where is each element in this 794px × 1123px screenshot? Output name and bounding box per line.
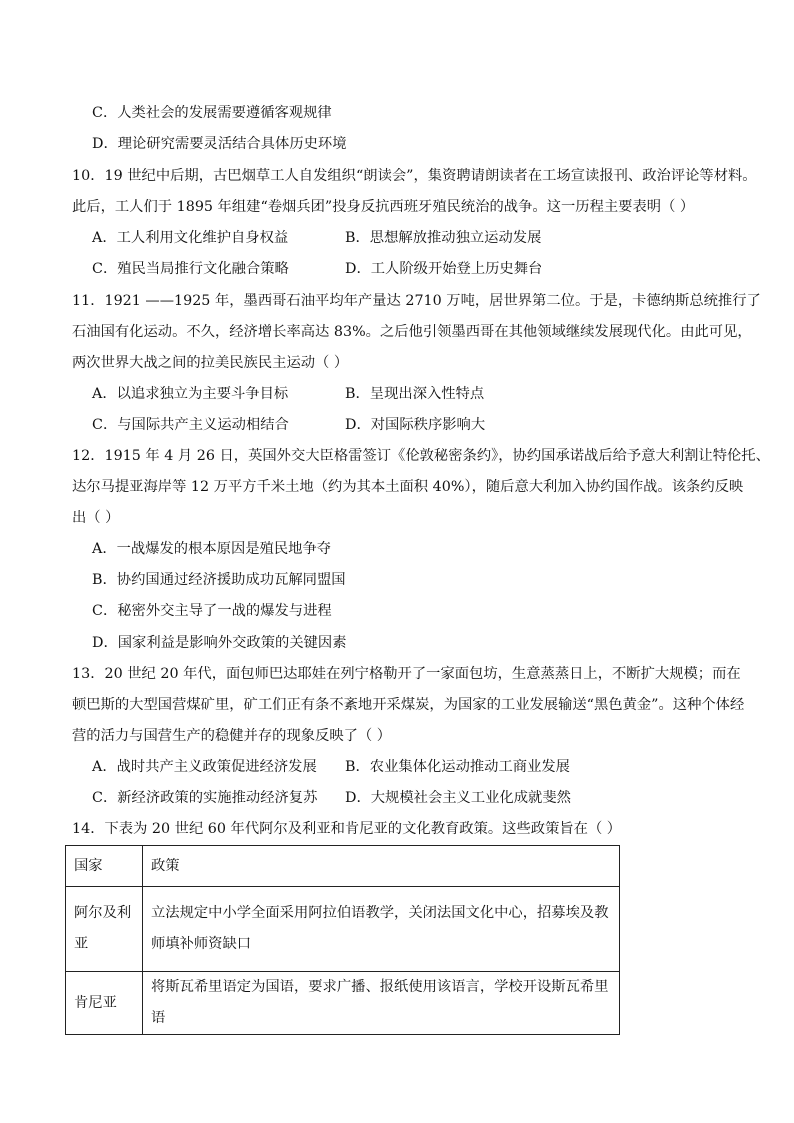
q9-option-c: C．人类社会的发展需要遵循客观规律: [92, 105, 332, 121]
q10-option-d: D．工人阶级开始登上历史舞台: [345, 261, 543, 277]
header-country: 国家: [66, 846, 143, 887]
q11-option-b: B．呈现出深入性特点: [345, 386, 485, 402]
header-policy: 政策: [143, 846, 620, 887]
q10-option-b: B．思想解放推动独立运动发展: [345, 230, 542, 246]
table-row: [66, 972, 620, 1035]
q12-stem-line-3: 出（ ）: [72, 510, 120, 526]
country-cell: 肯尼亚: [66, 972, 143, 1035]
q11-option-c: C．与国际共产主义运动相结合: [92, 417, 289, 433]
q13-stem-line-2: 顿巴斯的大型国营煤矿里，矿工们正有条不紊地开采煤炭，为国家的工业发展输送“黑色黄金”。这种个体经: [72, 697, 745, 713]
q10-option-a: A．工人利用文化维护自身权益: [92, 230, 289, 246]
q11-stem-line-1: 11．1921 ——1925 年，墨西哥石油平均年产量达 2710 万吨，居世界第二位。于是，卡德纳斯总统推行了: [72, 293, 761, 309]
q13-option-a: A．战时共产主义政策促进经济发展: [92, 759, 317, 775]
q10-stem-line-1: 10．19 世纪中后期，古巴烟草工人自发组织“朗读会”，集资聘请朗读者在工场宣读报刊、政治评论等材料。: [72, 168, 757, 184]
q9-option-d: D．理论研究需要灵活结合具体历史环境: [92, 136, 347, 152]
q12-stem-line-2: 达尔马提亚海岸等 12 万平方千米土地（约为其本土面积 40%），随后意大利加入协约国作战。该条约反映: [72, 479, 744, 495]
q13-option-b: B．农业集体化运动推动工商业发展: [345, 759, 570, 775]
q14-stem: 14．下表为 20 世纪 60 年代阿尔及利亚和肯尼亚的文化教育政策。这些政策旨在（ ）: [72, 821, 622, 837]
policy-table: [65, 845, 620, 1035]
q12-option-b: B．协约国通过经济援助成功瓦解同盟国: [92, 572, 346, 588]
q13-stem-line-3: 营的活力与国营生产的稳健并存的现象反映了（ ）: [72, 728, 392, 744]
q11-option-d: D．对国际秩序影响大: [345, 417, 486, 433]
q12-option-c: C．秘密外交主导了一战的爆发与进程: [92, 603, 332, 619]
q12-option-a: A．一战爆发的根本原因是殖民地争夺: [92, 541, 332, 557]
policy-cell: 将斯瓦希里语定为国语，要求广播、报纸使用该语言，学校开设斯瓦希里语: [143, 972, 620, 1035]
q13-option-d: D．大规模社会主义工业化成就斐然: [345, 790, 571, 806]
table-header-row: [66, 846, 620, 887]
policy-cell: 立法规定中小学全面采用阿拉伯语教学，关闭法国文化中心，招募埃及教师填补师资缺口: [143, 887, 620, 972]
q10-stem-line-2: 此后，工人们于 1895 年组建“卷烟兵团”投身反抗西班牙殖民统治的战争。这一历程主要表明（ ）: [72, 199, 695, 215]
q13-stem-line-1: 13．20 世纪 20 年代，面包师巴达耶娃在列宁格勒开了一家面包坊，生意蒸蒸日上，不断扩大规模；而在: [72, 666, 741, 682]
q10-option-c: C．殖民当局推行文化融合策略: [92, 261, 289, 277]
q13-option-c: C．新经济政策的实施推动经济复苏: [92, 790, 318, 806]
q11-stem-line-3: 两次世界大战之间的拉美民族民主运动（ ）: [72, 355, 349, 371]
q11-option-a: A．以追求独立为主要斗争目标: [92, 386, 289, 402]
country-cell: 阿尔及利亚: [66, 887, 143, 972]
q12-stem-line-1: 12．1915 年 4 月 26 日，英国外交大臣格雷签订《伦敦秘密条约》，协约国承诺战后给予意大利割让特伦托、: [72, 448, 770, 464]
table-row: [66, 887, 620, 972]
q12-option-d: D．国家利益是影响外交政策的关键因素: [92, 635, 347, 651]
q11-stem-line-2: 石油国有化运动。不久，经济增长率高达 83%。之后他引领墨西哥在其他领域继续发展现代化。由此可见，: [72, 324, 752, 340]
